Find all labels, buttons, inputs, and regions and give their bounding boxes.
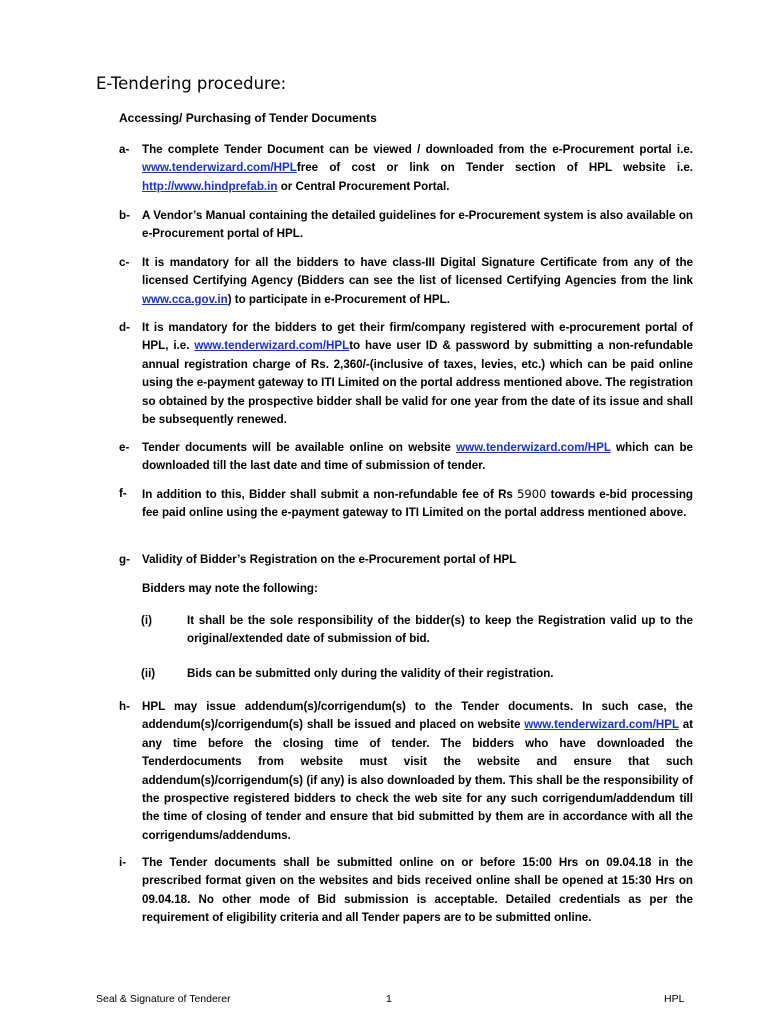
- item-text: to have user ID & password by submitting a non-refundable annual registration charge of Rs. 2,360/-(inclusive of taxes, levies, etc.) which can be paid online using the e-payment gateway to ITI Limited on the portal address mentioned above. The registration so obtained by the prospective bidder shall be valid for one year from the date of its issue and shall be subsequently renewed.: [142, 339, 693, 427]
- sub-item-ii: [141, 665, 693, 683]
- sub-item-i: [141, 612, 693, 649]
- tenderwizard-link[interactable]: www.tenderwizard.com/HPL: [456, 441, 611, 454]
- page-number: 1: [386, 993, 392, 1005]
- sub-item-marker: (ii): [141, 667, 156, 680]
- list-item-i: [119, 854, 693, 928]
- footer-seal-signature: Seal & Signature of Tenderer: [96, 993, 231, 1005]
- tenderwizard-link[interactable]: www.tenderwizard.com/HPL: [524, 718, 679, 732]
- item-marker: h-: [119, 700, 130, 713]
- item-text: It is mandatory for the bidders to get their firm/company registered with e-procurement portal of HPL, i.e.: [142, 321, 693, 353]
- list-item-g-note: [119, 580, 693, 598]
- item-marker: f-: [119, 487, 127, 500]
- item-text: Validity of Bidder’s Registration on the e-Procurement portal of HPL: [142, 553, 517, 566]
- item-text: A Vendor’s Manual containing the detailed guidelines for e-Procurement system is also available on e-Procurement portal of HPL.: [142, 209, 693, 241]
- item-marker: e-: [119, 441, 130, 454]
- item-text: It is mandatory for all the bidders to have class-III Digital Signature Certificate from any of the licensed Certifying Agency (Bidders can see the list of licensed Certifying Agencies from the link: [142, 256, 693, 288]
- cca-link[interactable]: www.cca.gov.in: [142, 292, 228, 306]
- tenderwizard-link[interactable]: www.tenderwizard.com/HPL: [142, 161, 297, 175]
- list-item-c: [119, 254, 693, 309]
- item-text: free of cost or link on Tender section of HPL website i.e.: [296, 161, 693, 175]
- page-title: E-Tendering procedure:: [96, 74, 287, 93]
- item-text: The Tender documents shall be submitted online on or before 15:00 Hrs on 09.04.18 in the prescribed format given on the websites and bids received online shall be opened at 15:30 Hrs on 09.04.18. No other mode of Bid submission is acceptable. Detailed credentials as per the requirement of eligibility criteria and all Tender papers are to be submitted online.: [142, 856, 693, 925]
- item-text: or Central Procurement Portal.: [277, 179, 450, 193]
- sub-item-marker: (i): [141, 614, 152, 627]
- item-text: Tender documents will be available online on website: [142, 441, 457, 454]
- item-marker: i-: [119, 856, 127, 869]
- list-item-d: [119, 319, 693, 429]
- item-text: at any time before the closing time of tender. The bidders who have downloaded the Tenderdocuments from website must visit the website and ensure that such addendum(s)/corrigendum(s) (if any) is also downloaded by them. This shall be the responsibility of the prospective registered bidders to check the web site for any such corrigendum/addendum till the time of closing of tender and ensure that bid submitted by them are in accordance with all the corrigendums/addendums.: [142, 718, 693, 842]
- footer-company: HPL: [664, 993, 685, 1005]
- list-item-a: [119, 141, 693, 196]
- item-marker: b-: [119, 209, 130, 222]
- item-text: which can be downloaded till the last date and time of submission of tender.: [142, 441, 693, 473]
- item-text: The complete Tender Document can be viewed / downloaded from the e-Procurement portal i.e.: [142, 143, 693, 156]
- sub-item-text: Bids can be submitted only during the validity of their registration.: [187, 667, 554, 680]
- item-text: In addition to this, Bidder shall submit a non-refundable fee of Rs: [142, 488, 518, 501]
- list-item-h: [119, 698, 693, 845]
- item-text: towards e-bid processing fee paid online using the e-payment gateway to ITI Limited on the portal address mentioned above.: [142, 488, 693, 520]
- item-marker: d-: [119, 321, 130, 334]
- section-heading: Accessing/ Purchasing of Tender Documents: [119, 111, 377, 125]
- item-marker: g-: [119, 553, 130, 566]
- list-item-f: [119, 485, 693, 523]
- list-item-b: [119, 207, 693, 244]
- list-item-e: [119, 439, 693, 476]
- sub-item-text: It shall be the sole responsibility of the bidder(s) to keep the Registration valid up to the original/extended date of submission of bid.: [187, 614, 693, 646]
- tenderwizard-link[interactable]: www.tenderwizard.com/HPL: [194, 339, 350, 353]
- item-text: ) to participate in e-Procurement of HPL.: [227, 292, 450, 306]
- hindprefab-link[interactable]: http://www.hindprefab.in: [142, 179, 278, 193]
- list-item-g: [119, 551, 693, 569]
- item-marker: c-: [119, 256, 130, 269]
- item-text: HPL may issue addendum(s)/corrigendum(s) to the Tender documents. In such case, the addendum(s)/corrigendum(s) shall be issued and placed on website: [142, 700, 693, 732]
- fee-amount: 5900: [517, 487, 547, 501]
- item-marker: a-: [119, 143, 130, 156]
- note-text: Bidders may note the following:: [142, 582, 318, 595]
